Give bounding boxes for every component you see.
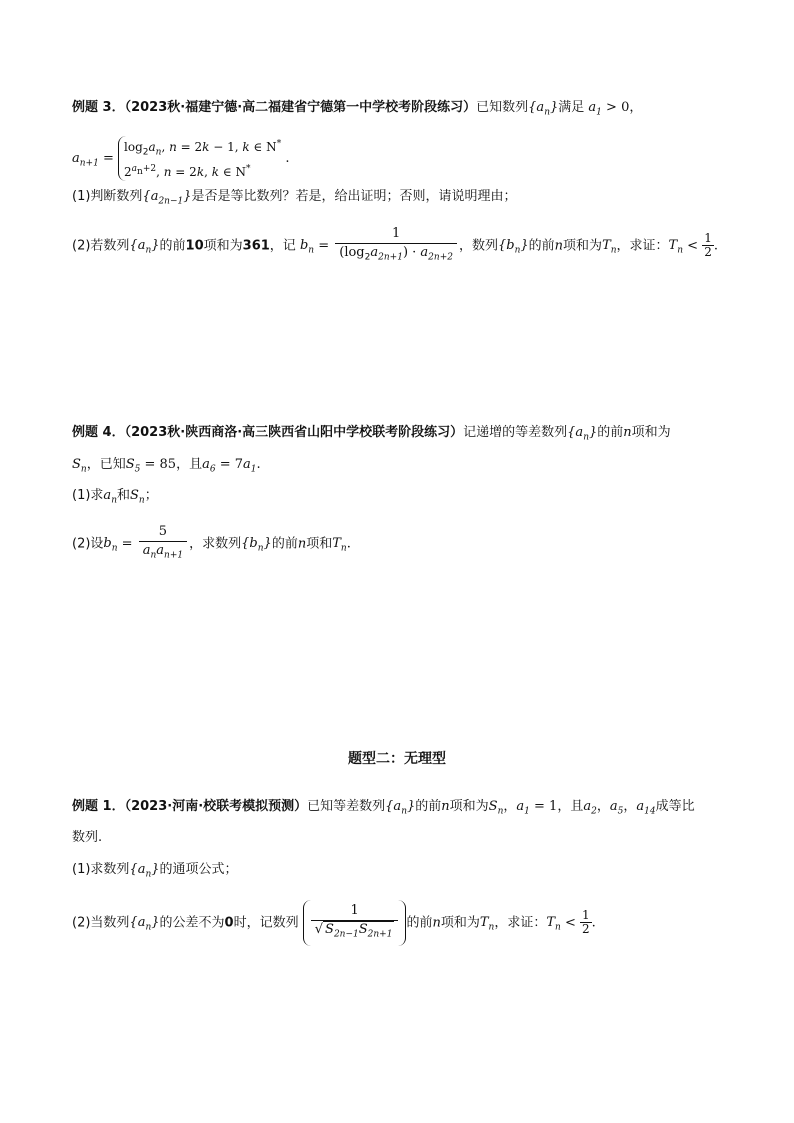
example-1-question-1: (1)求数列$\{a_n\}$的通项公式； <box>72 862 238 880</box>
piecewise-cases: $\log_2a_n$, n = 2k − 1, k ∈ N* $2^{a_n+2}$, n = 2k, k ∈ N* <box>118 136 281 181</box>
recurrence-definition: $a_{n+1}$ = $\log_2a_n$, n = 2k − 1, k ∈ N* $2^{a_n+2}$, n = 2k, k ∈ N* . <box>72 136 289 181</box>
example-1-intro: 例题 1．（2023·河南·校联考模拟预测）已知等差数列$\{a_n\}$的前n项和为$S_n$，$a_1 = 1$，且$a_2$，$a_5$，$a_{14}$成等比 <box>72 799 695 817</box>
section-title: 题型二：无理型 <box>348 751 446 767</box>
example-4-intro-cont: $S_n$，已知$S_5 = 85$，且$a_6 = 7a_1$. <box>72 457 261 475</box>
example-4-question-1: (1)求$a_n$和$S_n$； <box>72 488 158 506</box>
b-n-fraction: $\frac{1}{(\log_2a_{2n+1}) \cdot a_{2n+2}}$ <box>335 225 457 267</box>
example-1-question-2: (2)当数列$\{a_n\}$的公差不为0时，记数列 $\frac{1}{√ S_{2n-1}S_{2n+1}}$ 的前n项和为$T_n$，求证：$T_n$ < $\frac{1}{2}$ . <box>72 900 596 946</box>
sqrt-sequence-braces: $\frac{1}{√ S_{2n-1}S_{2n+1}}$ <box>303 900 407 946</box>
example-4-question-2: (2)设$b_n$ = $\frac{5}{a_na_{n+1}}$ ，求数列$\{b_n\}$的前n项和$T_n$. <box>72 523 351 565</box>
example-3-intro: 例题 3．（2023秋·福建宁德·高二福建省宁德第一中学校考阶段练习）已知数列$\{a_n\}$满足 $a_1 > 0$， <box>72 100 643 118</box>
example-4-intro: 例题 4．（2023秋·陕西商洛·高三陕西省山阳中学校联考阶段练习）记递增的等差数列$\{a_n\}$的前n项和为 <box>72 425 671 443</box>
example-1-intro-cont: 数列. <box>72 830 103 845</box>
example-3-question-2: (2)若数列$\{a_n\}$的前10项和为361，记 $b_n$ = $\frac{1}{(\log_2a_{2n+1}) \cdot a_{2n+2}}$ ，数列$\{b_n\}$的前n项和为$T_n$，求证：$T_n$ < $\frac{1}{2}$ . <box>72 225 718 267</box>
b-n-fraction-4: $\frac{5}{a_na_{n+1}}$ <box>139 523 187 565</box>
example-3-question-1: (1)判断数列$\{a_{2n-1}\}$是否是等比数列？若是，给出证明；否则，请说明理由； <box>72 189 517 207</box>
